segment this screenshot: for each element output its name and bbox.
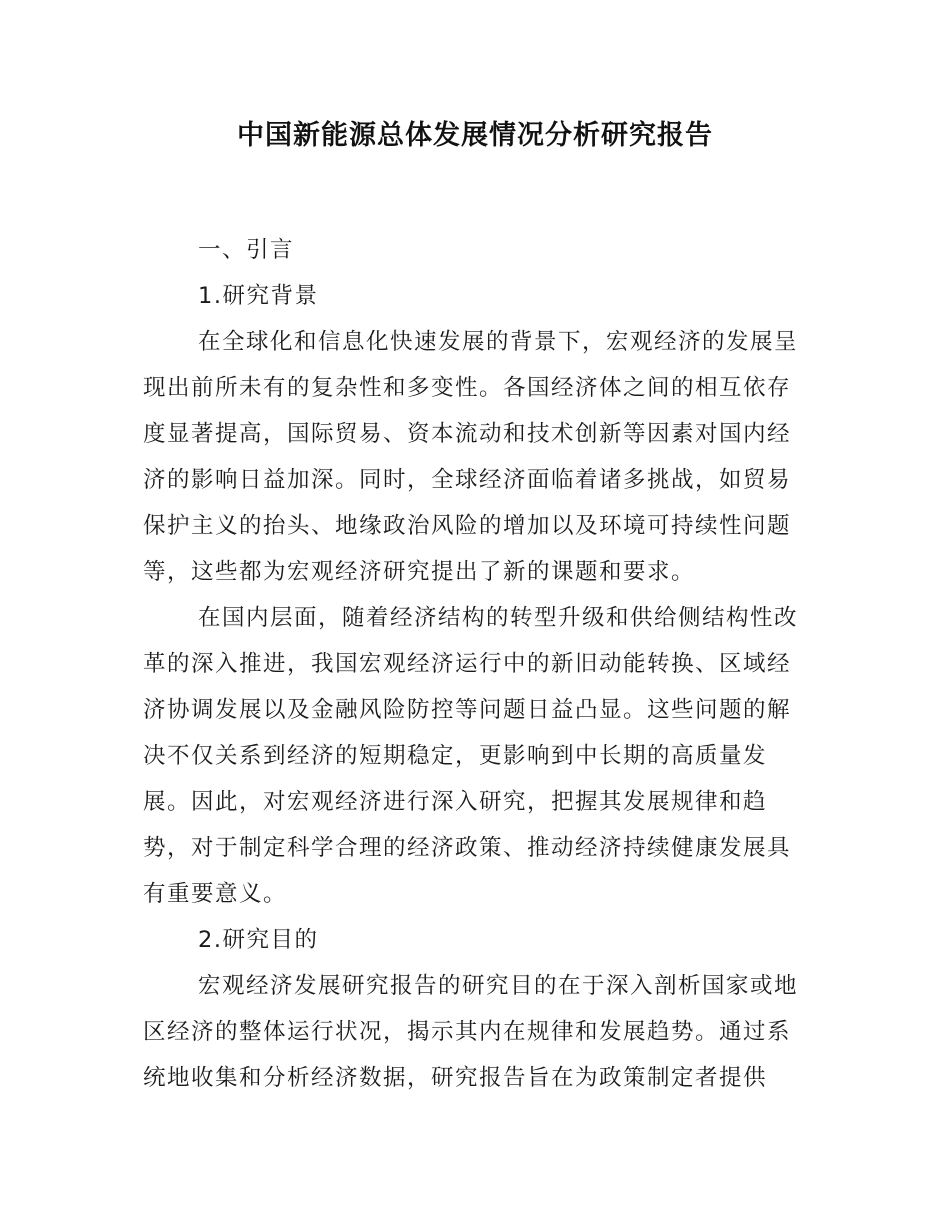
document-body <box>143 227 813 1101</box>
section-heading-introduction: 一、引言 <box>198 237 295 263</box>
document-title: 中国新能源总体发展情况分析研究报告 <box>237 120 713 151</box>
subsection-heading-purpose: 2.研究目的 <box>198 927 319 953</box>
subsection-heading-background: 1.研究背景 <box>198 283 319 309</box>
paragraph-background-global: 在全球化和信息化快速发展的背景下，宏观经济的发展呈现出前所未有的复杂性和多变性。各国经济体之间的相互依存度显著提高，国际贸易、资本流动和技术创新等因素对国内经济的影响日益加深。同时，全球经济面临着诸多挑战，如贸易保护主义的抬头、地缘政治风险的增加以及环境可持续性问题等，这些都为宏观经济研究提出了新的课题和要求。 <box>143 329 799 585</box>
paragraph-background-domestic: 在国内层面，随着经济结构的转型升级和供给侧结构性改革的深入推进，我国宏观经济运行中的新旧动能转换、区域经济协调发展以及金融风险防控等问题日益凸显。这些问题的解决不仅关系到经济的短期稳定，更影响到中长期的高质量发展。因此，对宏观经济进行深入研究，把握其发展规律和趋势，对于制定科学合理的经济政策、推动经济持续健康发展具有重要意义。 <box>143 605 799 907</box>
paragraph-purpose: 宏观经济发展研究报告的研究目的在于深入剖析国家或地区经济的整体运行状况，揭示其内在规律和发展趋势。通过系统地收集和分析经济数据，研究报告旨在为政策制定者提供 <box>143 973 799 1091</box>
